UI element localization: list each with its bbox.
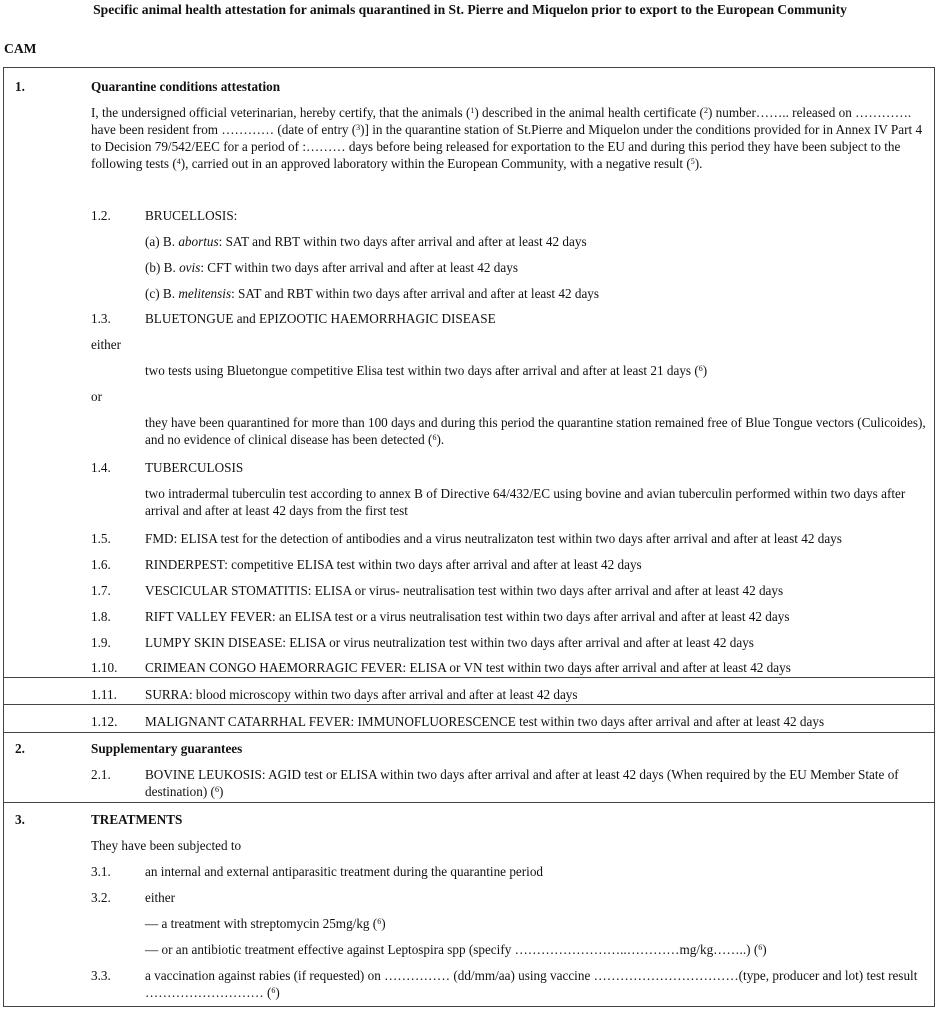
- section-heading: Supplementary guarantees: [91, 741, 243, 756]
- item-number: 1.12.: [91, 714, 118, 729]
- item-number: 1.7.: [91, 583, 111, 598]
- certification-paragraph: I, the undersigned official veterinarian, hereby certify, that the animals ($^1$) described in the animal health certificate ($^2$) number…….. released on …………. have been resident from ………… (date of entry ($^3$)] in the quarantine station of St.Pierre and Miquelon under the conditions provided for in Annex IV Part 4 to Decision 79/542/EEC for a period of :……… days before being released for exportation to the EU and during this period they have been subject to the following tests ($^4$), carried out in an approved laboratory within the European Community, with a negative result ($^5$).: [91, 105, 923, 171]
- item-number: 1.2.: [91, 208, 111, 223]
- item-label: BRUCELLOSIS:: [145, 208, 238, 223]
- item-number: 1.10.: [91, 660, 118, 675]
- sub-item: (c) B. melitensis: SAT and RBT within two days after arrival and after at least 42 days: [145, 286, 600, 301]
- item-text: CRIMEAN CONGO HAEMORRAGIC FEVER: ELISA or VN test within two days after arrival and after at least 42 days: [145, 660, 791, 675]
- option-text: they have been quarantined for more than 100 days and during this period the quarantine station remained free of Blue Tongue vectors (Culicoides), and no evidence of clinical disease has been detected ($^6$).: [145, 415, 926, 447]
- item-text: RINDERPEST: competitive ELISA test within two days after arrival and after at least 42 days: [145, 557, 642, 572]
- row-divider: [4, 802, 934, 803]
- option-text: — or an antibiotic treatment effective against Leptospira spp (specify ……………………..…………mg/kg……..) ($^6$): [145, 942, 767, 957]
- footnote-ref: 5: [690, 157, 695, 166]
- section-intro: They have been subjected to: [91, 838, 242, 853]
- item-number: 1.6.: [91, 557, 111, 572]
- footnote-ref: 2: [703, 106, 708, 115]
- item-text: FMD: ELISA test for the detection of antibodies and a virus neutralizaton test within two days after arrival and after at least 42 days: [145, 531, 842, 546]
- item-text: a vaccination against rabies (if requested) on …………… (dd/mm/aa) using vaccine ……………………………(type, producer and lot) test result ……………………… ($^6$): [145, 968, 918, 1000]
- option-text: two tests using Bluetongue competitive Elisa test within two days after arrival and after at least 21 days ($^6$): [145, 363, 708, 378]
- or-label: or: [91, 389, 102, 404]
- item-number: 1.8.: [91, 609, 111, 624]
- section-number: 2.: [15, 741, 25, 756]
- either-label: either: [145, 890, 176, 905]
- item-number: 1.11.: [91, 687, 117, 702]
- section-number: 3.: [15, 812, 25, 827]
- item-text: RIFT VALLEY FEVER: an ELISA test or a virus neutralisation test within two days after arrival and after at least 42 days: [145, 609, 790, 624]
- item-number: 3.1.: [91, 864, 111, 879]
- item-text: LUMPY SKIN DISEASE: ELISA or virus neutralization test within two days after arrival and after at least 42 days: [145, 635, 754, 650]
- footnote-ref: 4: [176, 157, 181, 166]
- sub-item: (a) B. abortus: SAT and RBT within two days after arrival and after at least 42 days: [145, 234, 587, 249]
- item-number: 1.5.: [91, 531, 111, 546]
- item-number: 2.1.: [91, 767, 111, 782]
- footnote-ref: 3: [356, 123, 361, 132]
- item-text: MALIGNANT CATARRHAL FEVER: IMMUNOFLUORESCENCE test within two days after arrival and after at least 42 days: [145, 714, 825, 729]
- row-divider: [4, 732, 934, 733]
- item-text: an internal and external antiparasitic treatment during the quarantine period: [145, 864, 544, 879]
- item-number: 3.3.: [91, 968, 111, 983]
- either-label: either: [91, 337, 122, 352]
- item-label: TUBERCULOSIS: [145, 460, 244, 475]
- document-title: Specific animal health attestation for animals quarantined in St. Pierre and Miquelon prior to export to the European Community: [93, 2, 847, 17]
- option-text: — a treatment with streptomycin 25mg/kg ($^6$): [145, 916, 386, 931]
- document-code: CAM: [4, 41, 37, 56]
- footnote-ref: 1: [470, 106, 475, 115]
- row-divider: [4, 677, 934, 678]
- attestation-table: [3, 67, 935, 1007]
- row-divider: [4, 704, 934, 705]
- sub-item: (b) B. ovis: CFT within two days after arrival and after at least 42 days: [145, 260, 518, 275]
- item-text: VESCICULAR STOMATITIS: ELISA or virus- neutralisation test within two days after arrival and after at least 42 days: [145, 583, 784, 598]
- section-heading: TREATMENTS: [91, 812, 183, 827]
- item-number: 1.4.: [91, 460, 111, 475]
- section-number: 1.: [15, 79, 25, 94]
- item-number: 1.3.: [91, 311, 111, 326]
- item-number: 3.2.: [91, 890, 111, 905]
- item-text: SURRA: blood microscopy within two days after arrival and after at least 42 days: [145, 687, 578, 702]
- item-label: BLUETONGUE and EPIZOOTIC HAEMORRHAGIC DISEASE: [145, 311, 496, 326]
- section-heading: Quarantine conditions attestation: [91, 79, 281, 94]
- item-text: BOVINE LEUKOSIS: AGID test or ELISA within two days after arrival and after at least 42 days (When required by the EU Member State of destination) ($^6$): [145, 767, 899, 799]
- item-text: two intradermal tuberculin test according to annex B of Directive 64/432/EC using bovine and avian tuberculin performed within two days after arrival and after at least 42 days from the first test: [145, 486, 906, 518]
- item-number: 1.9.: [91, 635, 111, 650]
